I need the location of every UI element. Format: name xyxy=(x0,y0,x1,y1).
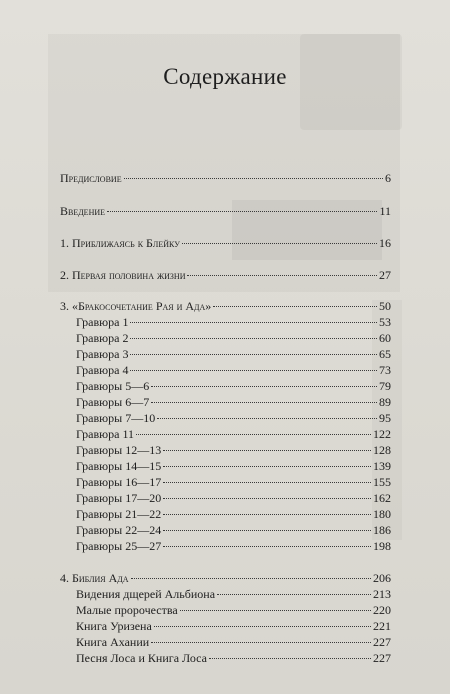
toc-subentry[interactable] xyxy=(0,394,450,410)
toc-subentry-page: 198 xyxy=(373,539,391,553)
toc-entry-preface[interactable] xyxy=(0,170,450,186)
toc-subentry[interactable] xyxy=(0,506,450,522)
dot-leader xyxy=(131,578,371,579)
dot-leader xyxy=(151,386,377,387)
toc-subentry-page: 180 xyxy=(373,507,391,521)
dot-leader xyxy=(130,354,377,355)
dot-leader xyxy=(213,306,377,307)
toc-subentry-page: 227 xyxy=(373,651,391,665)
toc-entry-label: Предисловие xyxy=(60,171,122,185)
toc-subentry-page: 122 xyxy=(373,427,391,441)
toc-subentry-page: 60 xyxy=(379,331,391,345)
toc-subentry[interactable] xyxy=(0,314,450,330)
dot-leader xyxy=(163,530,371,531)
toc-subentry-page: 65 xyxy=(379,347,391,361)
toc-subentry[interactable] xyxy=(0,538,450,554)
toc-subentry-page: 139 xyxy=(373,459,391,473)
toc-subentry-page: 89 xyxy=(379,395,391,409)
toc-subentry[interactable] xyxy=(0,426,450,442)
toc-subentry-page: 221 xyxy=(373,619,391,633)
dot-leader xyxy=(163,546,371,547)
toc-entry-label: Введение xyxy=(60,204,106,218)
toc-subentry-label: Гравюра 3 xyxy=(76,347,129,361)
toc-subentry[interactable] xyxy=(0,458,450,474)
dot-leader xyxy=(217,594,371,595)
toc-entry-chapter-3[interactable] xyxy=(0,298,450,314)
toc-entry-page: 50 xyxy=(379,299,391,313)
toc-subentry-label: Малые пророчества xyxy=(76,603,178,617)
toc-subentry-label: Гравюры 22—24 xyxy=(76,523,162,537)
dot-leader xyxy=(163,514,371,515)
toc-entry-page: 11 xyxy=(379,204,391,218)
toc-subentry-label: Гравюры 12—13 xyxy=(76,443,162,457)
dot-leader xyxy=(209,658,371,659)
toc-entry-label: 4. Библия Ада xyxy=(60,571,129,585)
toc-subentry[interactable] xyxy=(0,442,450,458)
toc-subentry-page: 155 xyxy=(373,475,391,489)
toc-entry-page: 206 xyxy=(373,571,391,585)
dot-leader xyxy=(130,338,377,339)
dot-leader xyxy=(163,482,371,483)
toc-subentry[interactable] xyxy=(0,330,450,346)
toc-subentry[interactable] xyxy=(0,474,450,490)
toc-entry-label: 1. Приближаясь к Блейку xyxy=(60,236,180,250)
toc-subentry[interactable] xyxy=(0,410,450,426)
toc-entry-label: 3. «Бракосочетание Рая и Ада» xyxy=(60,299,212,313)
dot-leader xyxy=(182,243,377,244)
toc-subentry-label: Гравюры 17—20 xyxy=(76,491,162,505)
dot-leader xyxy=(130,322,377,323)
toc-subentry-page: 220 xyxy=(373,603,391,617)
dot-leader xyxy=(130,370,377,371)
toc-entry-chapter-2[interactable] xyxy=(0,267,450,283)
toc-subentry-page: 227 xyxy=(373,635,391,649)
toc-subentry-label: Гравюры 21—22 xyxy=(76,507,162,521)
dot-leader xyxy=(154,626,371,627)
toc-subentry-label: Книга Уризена xyxy=(76,619,152,633)
toc-subentry-label: Гравюры 16—17 xyxy=(76,475,162,489)
toc-subentry-label: Гравюры 25—27 xyxy=(76,539,162,553)
dot-leader xyxy=(136,434,371,435)
toc-entry-page: 27 xyxy=(379,268,391,282)
toc-subentry[interactable] xyxy=(0,602,450,618)
dot-leader xyxy=(187,275,377,276)
toc-entry-page: 16 xyxy=(379,236,391,250)
toc-entry-chapter-4[interactable] xyxy=(0,570,450,586)
toc-subentry[interactable] xyxy=(0,650,450,666)
toc-entry-label: 2. Первая половина жизни xyxy=(60,268,186,282)
dot-leader xyxy=(163,466,371,467)
toc-subentry-label: Гравюра 11 xyxy=(76,427,135,441)
toc-subentry[interactable] xyxy=(0,618,450,634)
dot-leader xyxy=(124,178,383,179)
dot-leader xyxy=(107,211,377,212)
dot-leader xyxy=(180,610,371,611)
toc-subentry-label: Гравюры 5—6 xyxy=(76,379,150,393)
toc-subentry-page: 162 xyxy=(373,491,391,505)
toc-subentry[interactable] xyxy=(0,522,450,538)
toc-subentry-label: Гравюры 14—15 xyxy=(76,459,162,473)
toc-subentry-page: 79 xyxy=(379,379,391,393)
page-title: Содержание xyxy=(163,64,287,89)
toc-subentry-label: Гравюра 2 xyxy=(76,331,129,345)
toc-subentry-page: 53 xyxy=(379,315,391,329)
toc-subentry-page: 186 xyxy=(373,523,391,537)
toc-subentry-page: 213 xyxy=(373,587,391,601)
dot-leader xyxy=(157,418,377,419)
toc-subentry[interactable] xyxy=(0,346,450,362)
toc-subentry-label: Песня Лоса и Книга Лоса xyxy=(76,651,207,665)
toc-subentry-page: 73 xyxy=(379,363,391,377)
toc-subentry-label: Гравюры 7—10 xyxy=(76,411,156,425)
toc-subentry-page: 95 xyxy=(379,411,391,425)
dot-leader xyxy=(163,498,371,499)
toc-subentry-label: Книга Ахании xyxy=(76,635,150,649)
toc-subentry[interactable] xyxy=(0,378,450,394)
toc-subentry[interactable] xyxy=(0,586,450,602)
toc-subentry-label: Видения дщерей Альбиона xyxy=(76,587,216,601)
toc-subentry[interactable] xyxy=(0,490,450,506)
toc-entry-chapter-1[interactable] xyxy=(0,235,450,251)
toc-subentry-label: Гравюра 4 xyxy=(76,363,129,377)
dot-leader xyxy=(151,642,371,643)
toc-subentry[interactable] xyxy=(0,362,450,378)
toc-entry-introduction[interactable] xyxy=(0,203,450,219)
toc-subentry-label: Гравюры 6—7 xyxy=(76,395,150,409)
dot-leader xyxy=(163,450,371,451)
toc-subentry-page: 128 xyxy=(373,443,391,457)
toc-subentry[interactable] xyxy=(0,634,450,650)
dot-leader xyxy=(151,402,377,403)
toc-subentry-label: Гравюра 1 xyxy=(76,315,129,329)
toc-entry-page: 6 xyxy=(385,171,391,185)
